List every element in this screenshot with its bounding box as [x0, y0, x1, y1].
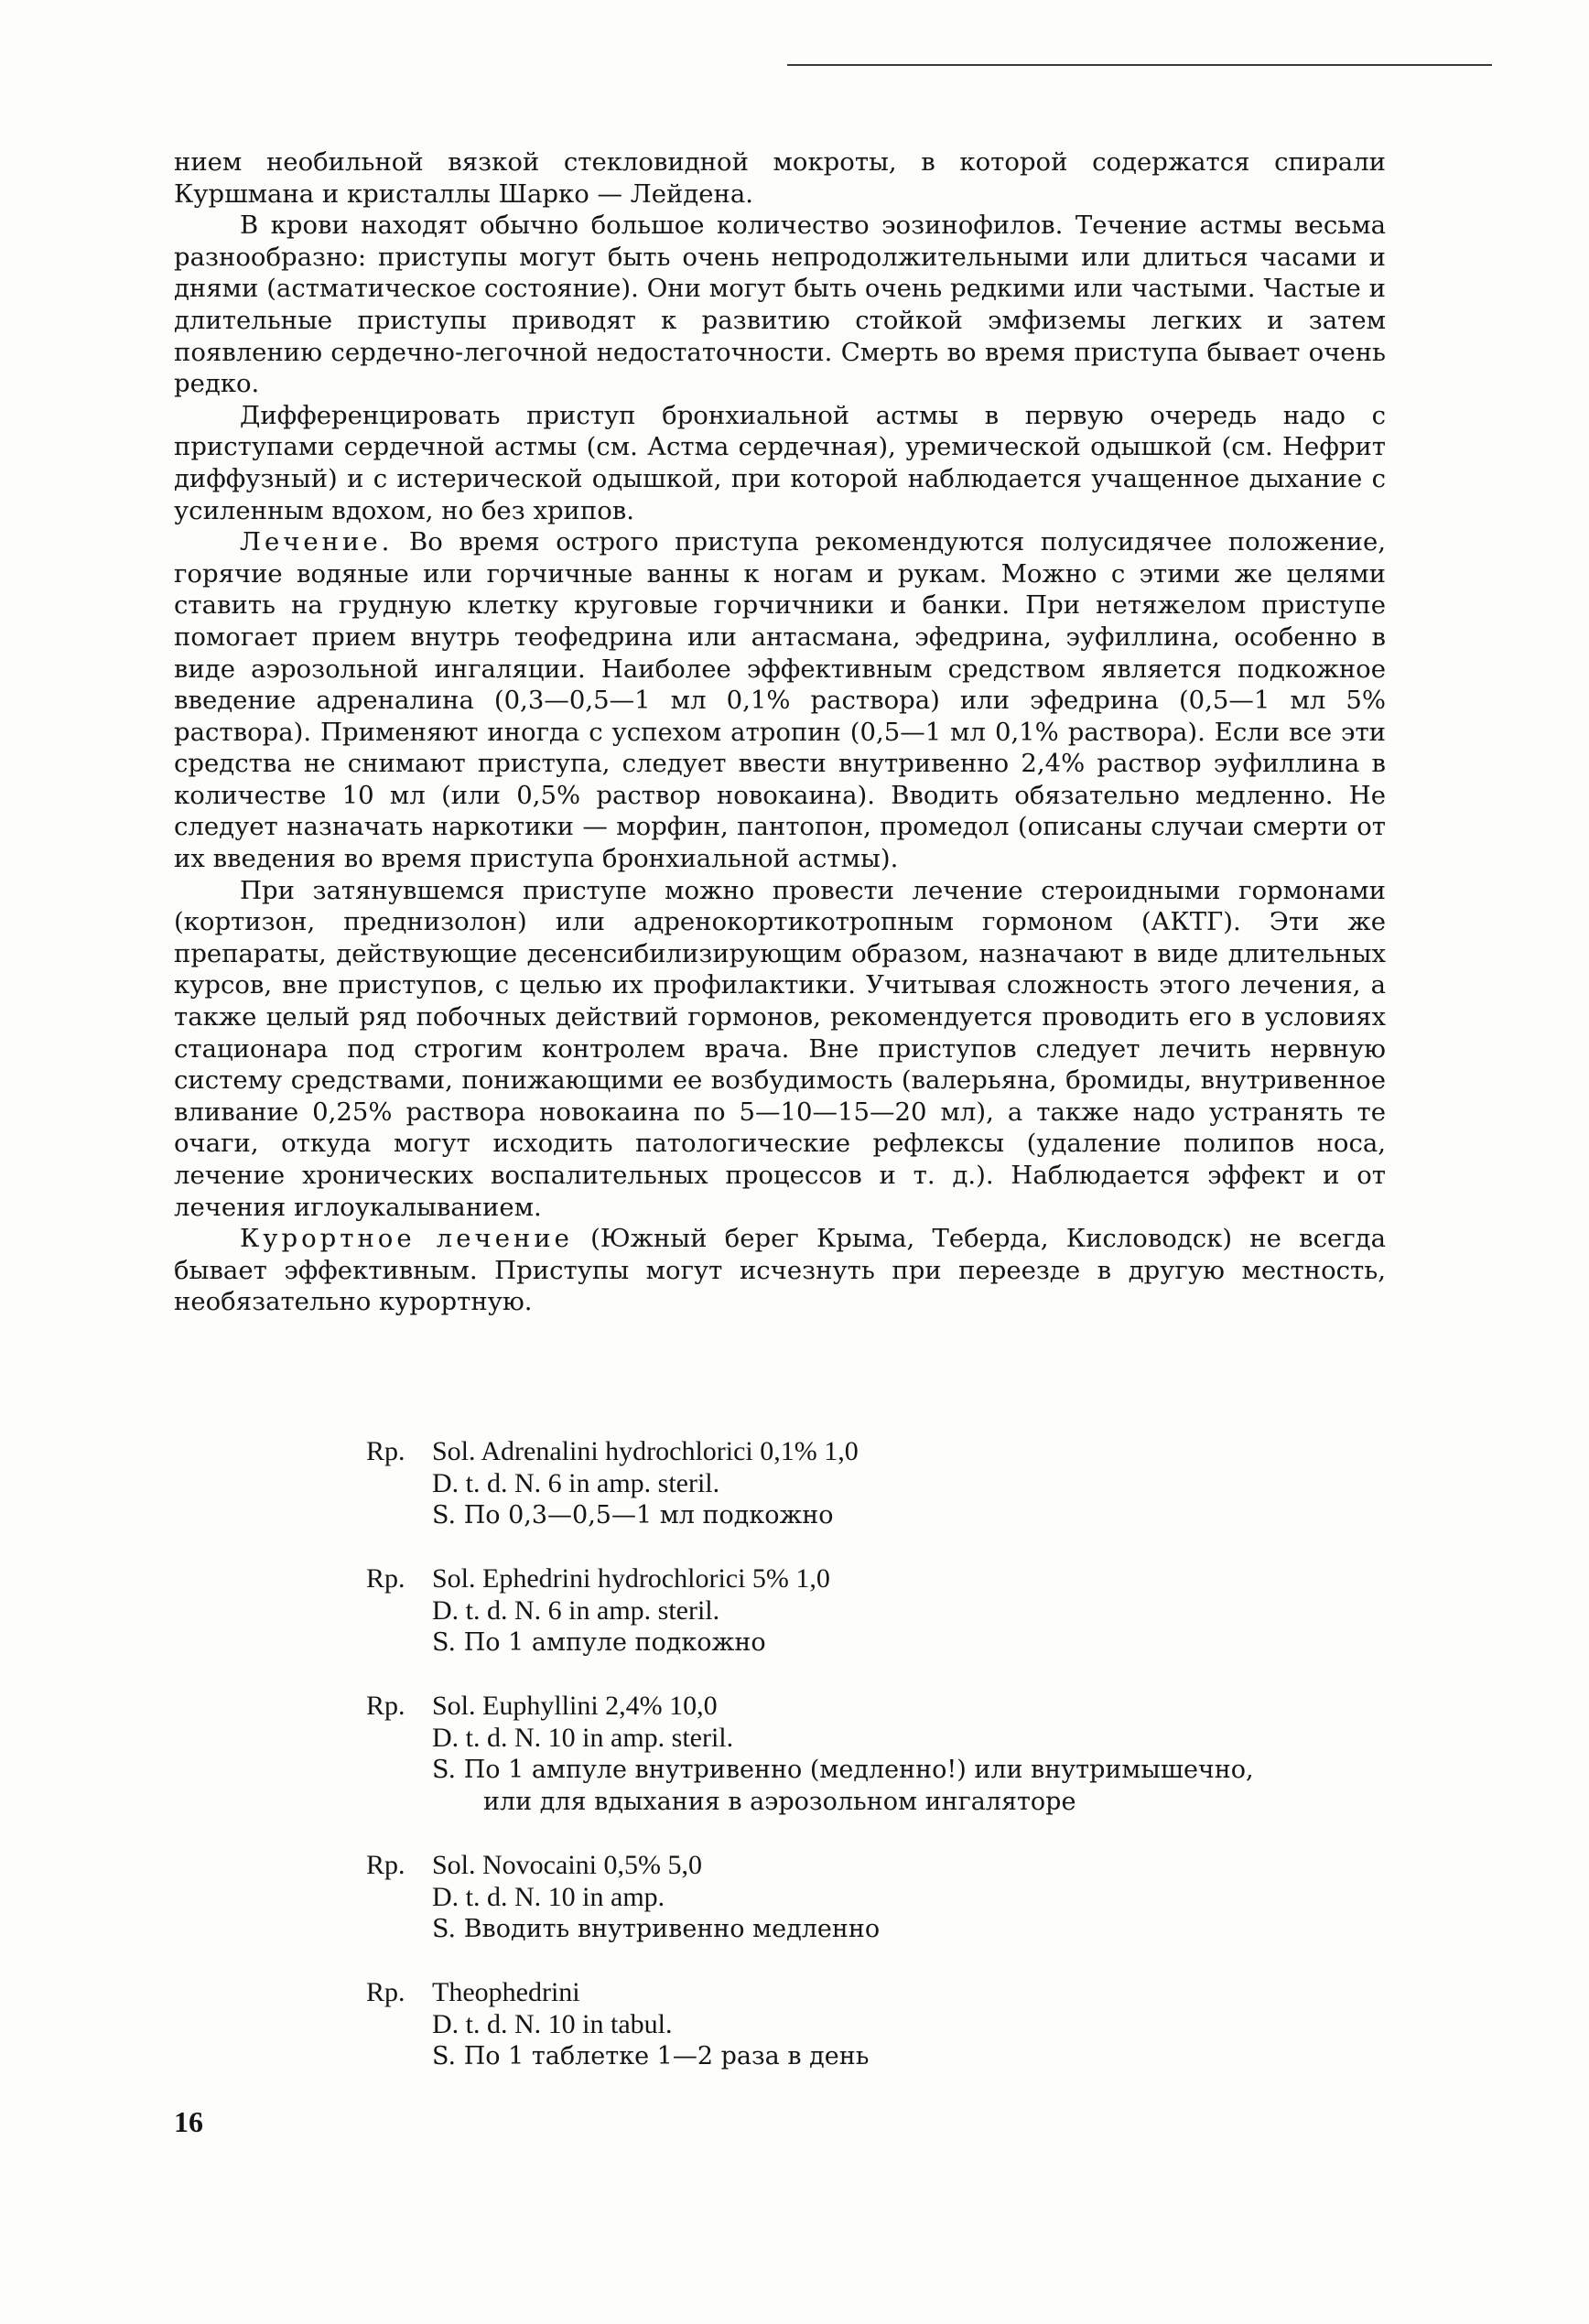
drug-name: Sol. Euphyllini 2,4% 10,0	[432, 1691, 718, 1721]
page-number: 16	[174, 2105, 203, 2138]
treatment-text: Во время острого приступа рекомендуются полусидячее положение, горячие водяные или горчичные ванны к ногам и рукам. Можно с этими же целями ставить на грудную клетку круговые горчичники и банки. При нетяжелом приступе помогает прием внутрь теофедрина или антасмана, эфедрина, эуфиллина, особенно в виде аэрозольной ингаляции. Наиболее эффективным средством является подкожное введение адреналина (0,3—0,5—1 мл 0,1% раствора) или эфедрина (0,5—1 мл 5% раствора). Применяют иногда с успехом атропин (0,5—1 мл 0,1% раствора). Если все эти средства не снимают приступа, следует ввести внутривенно 2,4% раствор эуфиллина в количестве 10 мл (или 0,5% раствор новокаина). Вводить обязательно медленно. Не следует назначать наркотики — морфин, пантопон, промедол (описаны случаи смерти от их введения во время приступа бронхиальной астмы).	[174, 527, 1386, 874]
treatment-heading: Лечение.	[240, 527, 394, 557]
dispense-line: D. t. d. N. 6 in amp. steril.	[432, 1468, 720, 1498]
drug-name: Sol. Novocaini 0,5% 5,0	[432, 1850, 702, 1880]
prescription-ephedrin	[366, 1562, 1400, 1659]
rp-label: Rp.	[366, 1563, 405, 1594]
signature-line: S. По 0,3—0,5—1 мл подкожно	[432, 1501, 834, 1530]
prescriptions	[366, 1435, 1400, 2103]
drug-name: Theophedrini	[432, 1977, 580, 2007]
signature-line: S. По 1 ампуле подкожно	[432, 1628, 766, 1657]
signature-continuation: или для вдыхания в аэрозольном ингаляторе	[483, 1788, 1076, 1816]
rp-label: Rp.	[366, 1691, 405, 1721]
dispense-line: D. t. d. N. 6 in amp. steril.	[432, 1595, 720, 1626]
prescription-theophedrin	[366, 1976, 1400, 2072]
signature-line: S. По 1 ампуле внутривенно (медленно!) или внутримышечно,	[432, 1756, 1254, 1784]
paragraph-course: В крови находят обычно большое количество эозинофилов. Течение астмы весьма разнообразно: приступы могут быть очень непродолжительными или длиться часами и днями (астматическое состояние). Они могут быть очень редкими или частыми. Частые и длительные приступы приводят к развитию стойкой эмфиземы легких и затем появлению сердечно-легочной недостаточности. Смерть во время приступа бывает очень редко.	[174, 211, 1386, 399]
dispense-line: D. t. d. N. 10 in amp. steril.	[432, 1723, 734, 1753]
rp-label: Rp.	[366, 1436, 405, 1466]
dispense-line: D. t. d. N. 10 in tabul.	[432, 2009, 673, 2039]
resort-heading: Курортное лечение	[240, 1224, 573, 1254]
paragraph-sputum: нием необильной вязкой стекловидной мокроты, в которой содержатся спирали Куршмана и кристаллы Шарко — Лейдена.	[174, 147, 1386, 209]
drug-name: Sol. Adrenalini hydrochlorici 0,1% 1,0	[432, 1436, 859, 1466]
rp-label: Rp.	[366, 1977, 405, 2007]
dispense-line: D. t. d. N. 10 in amp.	[432, 1882, 665, 1912]
prescription-adrenalin	[366, 1435, 1400, 1531]
signature-line: S. По 1 таблетке 1—2 раза в день	[432, 2042, 870, 2070]
paragraph-treatment	[174, 526, 1386, 875]
prescription-novocain	[366, 1849, 1400, 1945]
rp-label: Rp.	[366, 1850, 405, 1880]
body-text	[174, 146, 1386, 1318]
drug-name: Sol. Ephedrini hydrochlorici 5% 1,0	[432, 1563, 830, 1594]
prescription-euphyllin	[366, 1690, 1400, 1818]
paragraph-differential: Дифференцировать приступ бронхиальной астмы в первую очередь надо с приступами сердечной астмы (см. Астма сердечная), уремической одышкой (см. Нефрит диффузный) и с истерической одышкой, при которой наблюдается учащенное дыхание с усиленным вдохом, но без хрипов.	[174, 400, 1386, 525]
paragraph-hormones: При затянувшемся приступе можно провести лечение стероидными гормонами (кортизон, преднизолон) или адренокортикотропным гормоном (АКТГ). Эти же препараты, действующие десенсибилизирующим образом, назначают в виде длительных курсов, вне приступов, с целью их профилактики. Учитывая сложность этого лечения, а также целый ряд побочных действий гормонов, рекомендуется проводить его в условиях стационара под строгим контролем врача. Вне приступов следует лечить нервную систему средствами, понижающими ее возбудимость (валерьяна, бромиды, внутривенное вливание 0,25% раствора новокаина по 5—10—15—20 мл), а также надо устранять те очаги, откуда могут исходить патологические рефлексы (удаление полипов носа, лечение хронических воспалительных процессов и т. д.). Наблюдается эффект и от лечения иглоукалыванием.	[174, 875, 1386, 1222]
signature-line: S. Вводить внутривенно медленно	[432, 1915, 881, 1943]
header-rule	[787, 64, 1492, 66]
paragraph-resort	[174, 1223, 1386, 1318]
resort-text: (Южный берег Крыма, Теберда, Кисловодск) не всегда бывает эффективным. Приступы могут исчезнуть при переезде в другую местность, необязательно курортную.	[174, 1224, 1386, 1317]
